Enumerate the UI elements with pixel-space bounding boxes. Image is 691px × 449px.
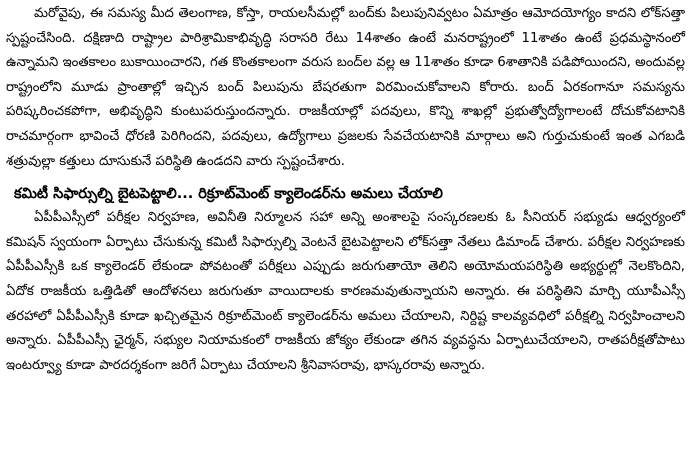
paragraph-1: మరోవైపు, ఈ సమస్య మీద తెలంగాణ, కోస్తా, రాయలసీమల్లో బంద్‌కు పిలుపునివ్వటం ఏమాత్రం ఆమోదయోగ్యం కాదని లోక్‌సత్తా స్పష్టంచేసింది. దక్షిణాది రాష్ట్రాల పారిశ్రామికాభివృద్ధి సరాసరి రేటు 14శాతం ఉంటే మనరాష్ట్రంలో 11శాతం ఉంటే ప్రధమస్థానంలో ఉన్నామని ఇంతకాలం బుకాయించారని, గత కొంతకాలంగా వరుస బంద్‌ల వల్ల ఆ 11శాతం కూడా 6శాతానికి పడిపోయిందని, అందువల్ల రాష్ట్రంలోని మూడు ప్రాంతాల్లో ఇచ్చిన బంద్ పిలుపును బేషరతుగా విరమించుకోవాలని కోరారు. బంద్ ఏరకంగానూ సమస్యను పరిష్కరించకపోగా, అభివృద్ధిని కుంటుపరుస్తుందన్నారు. రాజకీయాల్లో పదవులు, కొన్ని శాఖల్లో ప్రభుత్వోద్యోగాలంటే దోచుకోవటానికి రాచమార్గంగా భావించే ధోరణి పెరిగిందని, పదవులు, ఉద్యోగాలు ప్రజలకు సేవచేయటానికి మార్గాలు అని గుర్తుచుకుంటే ఇంత ఎగబడి శత్రువుల్లా కత్తులు దూసుకునే పరిస్థితి ఉండదని వారు స్పష్టంచేశారు. bbox=[6, 6, 685, 169]
paragraph-2: ఏపీపీఎస్సీలో పరీక్షల నిర్వహణ, అవినీతి నిర్మూలన సహా అన్ని అంశాలపై సంస్కరణలకు ఓ సీనియర్ సభ్యుడు ఆధ్వర్యంలో కమిషన్ స్వయంగా ఏర్పాటు చేసుకున్న కమిటీ సిఫార్సుల్ని వెంటనే బైటపెట్టాలని లోక్‌సత్తా నేతలు డిమాండ్ చేశారు. పరీక్షల నిర్వహణకు ఏపీపీఎస్సీకి ఒక క్యాలెండర్ లేకుండా పోవటంతో పరీక్షలు ఎప్పుడు జరుగుతాయో తెలిని అయోమయపరిస్థితి అభ్యర్థుల్లో నెలకొందిని, ఏదోక రాజకీయ ఒత్తిడితో ఆందోళనలు జరుగుతూ వాయిదాలకు కారణమవుతున్నాయని అన్నారు. ఈ పరిస్థితిని మార్చి యూపీఎస్సీ తరహాలో ఏపీపీఎస్సీకి కూడా ఖచ్చితమైన రిక్రూట్‌మెంట్ క్యాలెండర్‌ను అమలు చేయాలని, నిర్దిష్ట కాలవ్యవధిలో పరీక్షల్ని నిర్వహించాలని అన్నారు. ఏపీపీఎస్సీ ఛైర్మన్, సభ్యుల నియామకంలో రాజకీయ జోక్యం లేకుండా తగిన వ్యవస్థను ఏర్పాటుచేయాలని, రాతపరీక్షతోపాటు ఇంటర్వ్యూ కూడా పారదర్శకంగా జరిగే ఏర్పాటు చేయాలని శ్రీనివాసరావు, భాస్కరరావు అన్నారు. bbox=[6, 210, 685, 373]
section-heading: కమిటీ సిఫార్సుల్ని బైటపెట్టాలి... రిక్రూట్‌మెంట్ క్యాలెండర్‌ను అమలు చేయాలి bbox=[14, 186, 443, 203]
